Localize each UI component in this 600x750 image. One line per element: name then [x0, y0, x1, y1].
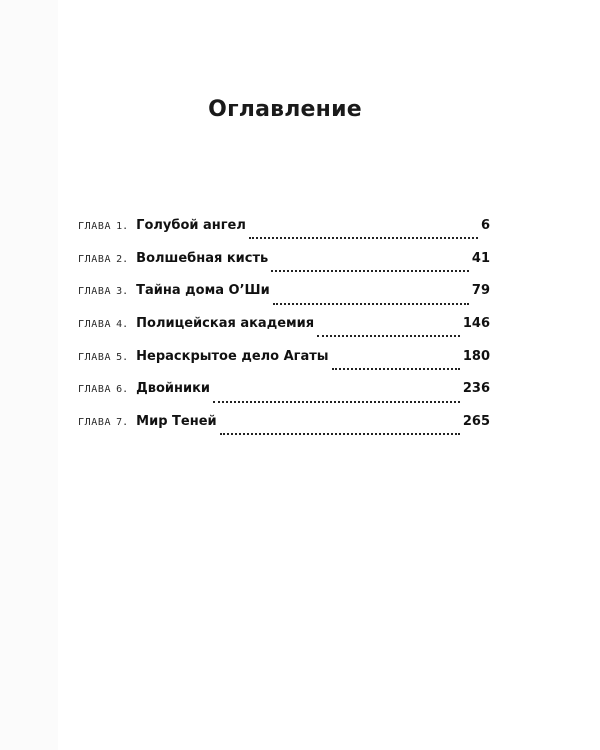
dot-leader: [332, 368, 460, 370]
page-number: 236: [462, 381, 490, 397]
table-of-contents: [78, 218, 490, 447]
chapter-number: 7.: [116, 417, 129, 429]
chapter-title: Полицейская академия: [136, 316, 315, 332]
page-number: 180: [462, 348, 490, 364]
dot-leader: [271, 270, 469, 272]
chapter-title: Двойники: [136, 381, 211, 397]
toc-entry-chapter-3[interactable]: [78, 283, 490, 316]
toc-entry-chapter-4[interactable]: [78, 316, 490, 349]
chapter-label: ГЛАВА: [78, 351, 112, 363]
chapter-title: Нераскрытое дело Агаты: [136, 348, 329, 364]
toc-entry-chapter-2[interactable]: [78, 251, 490, 284]
chapter-label: ГЛАВА: [78, 286, 112, 298]
chapter-label: ГЛАВА: [78, 221, 112, 232]
chapter-number: 6.: [116, 384, 129, 396]
page-number: 146: [462, 316, 490, 332]
page-number: 6: [480, 218, 490, 233]
chapter-number: 4.: [116, 319, 129, 331]
dot-leader: [249, 237, 478, 239]
toc-entry-chapter-5[interactable]: [78, 349, 490, 382]
dot-leader: [273, 303, 469, 305]
chapter-title: Голубой ангел: [136, 218, 246, 233]
chapter-number: 5.: [116, 351, 129, 363]
page-number: 41: [471, 250, 490, 266]
toc-entry-chapter-7[interactable]: [78, 414, 490, 447]
dot-leader: [213, 401, 460, 403]
chapter-number: 3.: [116, 286, 129, 298]
chapter-number: 2.: [116, 253, 129, 265]
page-title: Оглавление: [208, 97, 362, 122]
chapter-number: 1.: [116, 221, 129, 232]
toc-entry-chapter-6[interactable]: [78, 381, 490, 414]
chapter-title: Мир Теней: [136, 414, 217, 430]
chapter-title: Волшебная кисть: [136, 250, 269, 266]
chapter-label: ГЛАВА: [78, 319, 112, 331]
chapter-title: Тайна дома О’Ши: [136, 283, 270, 299]
dot-leader: [220, 433, 460, 435]
toc-entry-chapter-1[interactable]: [78, 218, 490, 251]
page-number: 265: [462, 414, 490, 430]
dot-leader: [317, 335, 460, 337]
page-number: 79: [471, 283, 490, 299]
chapter-label: ГЛАВА: [78, 417, 112, 429]
chapter-label: ГЛАВА: [78, 253, 112, 265]
chapter-label: ГЛАВА: [78, 384, 112, 396]
